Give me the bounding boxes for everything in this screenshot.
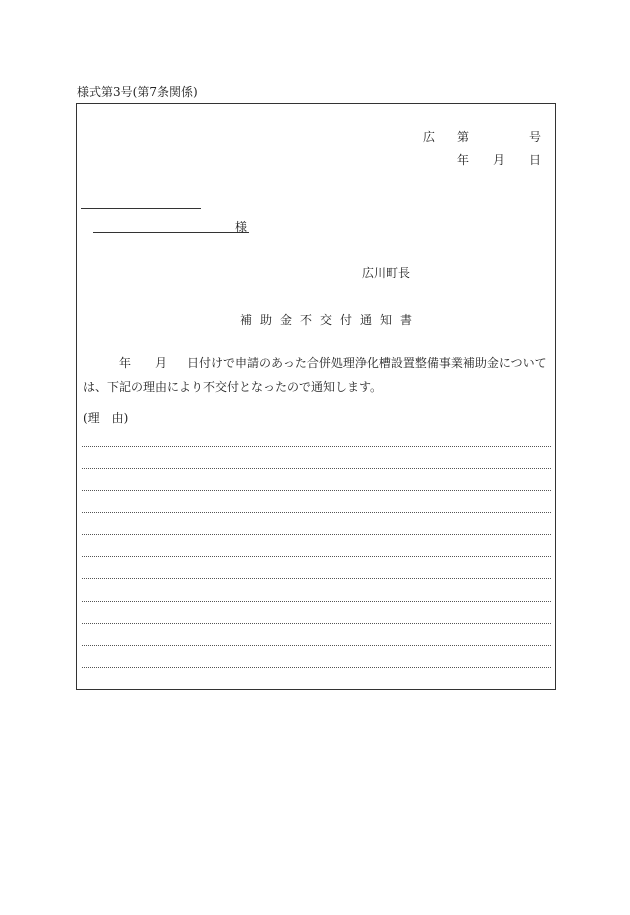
- body-line-2: は、下記の理由により不交付となったので通知します。: [83, 380, 383, 394]
- body-line-1: [83, 351, 555, 375]
- body-month: 月: [155, 356, 168, 370]
- reason-line: [82, 446, 551, 447]
- date-month: 月: [493, 153, 506, 167]
- reason-line: [82, 623, 551, 624]
- reason-line: [82, 512, 551, 513]
- reason-line: [82, 468, 551, 469]
- addressee-sama: 様: [235, 220, 248, 234]
- addressee-line-2: [93, 232, 249, 233]
- reason-line: [82, 667, 551, 668]
- reason-line: [82, 601, 551, 602]
- date-year: 年: [457, 153, 470, 167]
- reason-line: [82, 645, 551, 646]
- document-title: 補助金不交付通知書: [240, 313, 421, 327]
- addressee-line-1: [81, 208, 201, 209]
- notice-form: [76, 103, 556, 690]
- reason-line: [82, 534, 551, 535]
- reason-line: [82, 556, 551, 557]
- body-year: 年: [119, 356, 132, 370]
- number-dai: 第: [457, 130, 470, 144]
- body-line-1-text: 日付けで申請のあった合併処理浄化槽設置整備事業補助金について: [187, 356, 547, 370]
- reason-line: [82, 578, 551, 579]
- sender-name: 広川町長: [362, 266, 411, 280]
- reason-label: (理 由): [83, 411, 129, 425]
- date-day: 日: [529, 153, 542, 167]
- number-go: 号: [529, 130, 542, 144]
- reason-line: [82, 490, 551, 491]
- body-text: [83, 351, 555, 399]
- form-number-label: 様式第3号(第7条関係): [77, 85, 198, 99]
- number-prefix: 広: [423, 130, 436, 144]
